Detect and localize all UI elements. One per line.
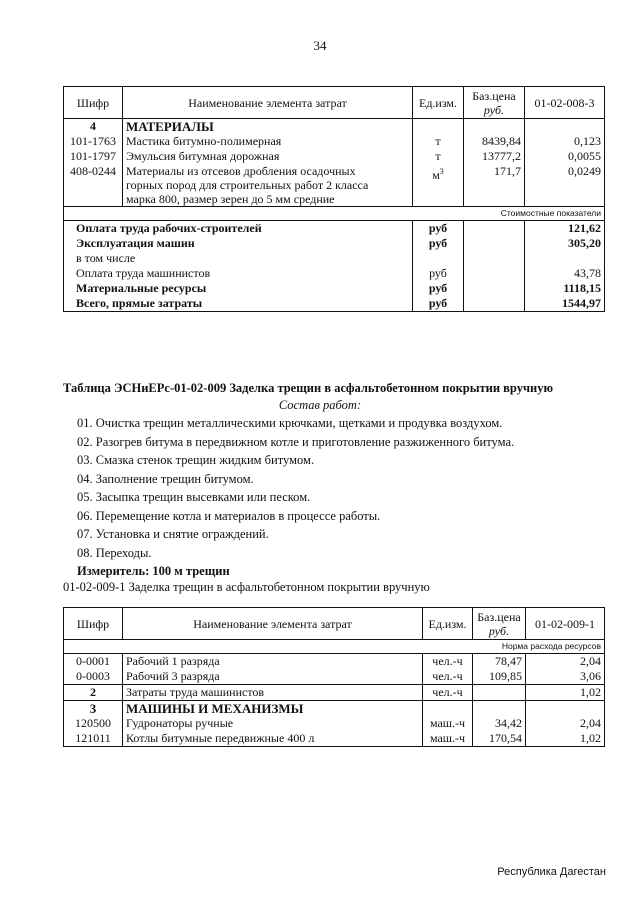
cost-unit: руб [413,221,464,237]
row-name: Гудронаторы ручные [123,716,423,731]
header-price-line2: руб. [483,102,505,117]
cost-value: 121,62 [525,221,605,237]
list-item: 06. Перемещение котла и материалов в процессе работы. [77,508,381,523]
cost-name: Эксплуатация машин [64,236,413,251]
resources-table [63,607,605,747]
section-code: 3 [64,701,123,717]
cost-row [64,266,605,281]
row-price: 34,42 [473,716,526,731]
row-code: 0-0001 [64,654,123,670]
cost-row [64,221,605,237]
section-code: 4 [64,119,123,135]
row-price: 170,54 [473,731,526,747]
header-name: Наименование элемента затрат [123,87,413,119]
row-value: 1,02 [526,731,605,747]
cost-name: Материальные ресурсы [64,281,413,296]
table-row [64,164,605,207]
cost-unit: руб [413,281,464,296]
list-item: 04. Заполнение трещин битумом. [77,471,254,486]
cost-row [64,236,605,251]
cost-name: в том числе [64,251,413,266]
header-unit: Ед.изм. [413,87,464,119]
row-name: Эмульсия битумная дорожная [123,149,413,164]
list-item: 02. Разогрев битума в передвижном котле и приготовление разжиженного битума. [77,434,515,449]
table-row [64,731,605,747]
resource-norm-label: Норма расхода ресурсов [64,640,605,654]
meter-line: Измеритель: 100 м трещин [77,564,230,578]
row-value: 2,04 [526,716,605,731]
table-row [64,716,605,731]
header-norm: 01-02-008-3 [525,87,605,119]
header-code: Шифр [64,608,123,640]
table-row [64,654,605,670]
page-number: 34 [313,38,327,53]
row-value: 0,0249 [525,164,605,207]
header-norm: 01-02-009-1 [526,608,605,640]
header-name: Наименование элемента затрат [123,608,423,640]
cost-value: 305,20 [525,236,605,251]
cost-row [64,281,605,296]
row-name: Рабочий 1 разряда [123,654,423,670]
table-header [64,87,605,119]
header-price [473,608,526,640]
row-unit: чел.-ч [423,669,473,685]
row-name: Рабочий 3 разряда [123,669,423,685]
unit-text: м [432,168,440,182]
row-unit: т [413,134,464,149]
row-name: Котлы битумные передвижные 400 л [123,731,423,747]
list-item: 08. Переходы. [77,545,152,560]
row-price: 13777,2 [464,149,525,164]
row-code: 101-1763 [64,134,123,149]
unit-superscript: 3 [439,167,444,176]
table-header [64,608,605,640]
section-row [64,119,605,135]
cost-unit: руб [413,296,464,312]
section-title: МАТЕРИАЛЫ [123,119,413,135]
row-code: 0-0003 [64,669,123,685]
row-code: 121011 [64,731,123,747]
row-name: Мастика битумно-полимерная [123,134,413,149]
cost-unit: руб [413,236,464,251]
cost-name: Всего, прямые затраты [64,296,413,312]
header-price [464,87,525,119]
header-price-line1: Баз.цена [477,609,521,624]
footer-region: Республика Дагестан [497,866,606,878]
cost-value: 1544,97 [525,296,605,312]
row-price: 171,7 [464,164,525,207]
row-unit: чел.-ч [423,685,473,701]
cost-value: 43,78 [525,266,605,281]
norm-subtitle: 01-02-009-1 Заделка трещин в асфальтобетонном покрытии вручную [63,580,430,594]
row-unit: маш.-ч [423,731,473,747]
row-value: 3,06 [526,669,605,685]
row-price [473,685,526,701]
row-name-line: горных пород для строительных работ 2 класса [126,178,369,192]
row-name-line: марка 800, размер зерен до 5 мм средние [126,192,335,206]
cost-name: Оплата труда машинистов [64,266,413,281]
section-row [64,701,605,717]
list-item: 05. Засыпка трещин высевками или песком. [77,490,311,504]
row-value: 0,123 [525,134,605,149]
row-name-line: Материалы из отсевов дробления осадочных [126,164,356,178]
table-title: Таблица ЭСНиЕРс-01-02-009 Заделка трещин в асфальтобетонном покрытии вручную [63,381,553,395]
cost-row [64,251,605,266]
cost-indicators-label: Стоимостные показатели [64,207,605,221]
row-unit: чел.-ч [423,654,473,670]
materials-table [63,86,605,312]
row-price: 8439,84 [464,134,525,149]
cost-name: Оплата труда рабочих-строителей [64,221,413,237]
row-name: Затраты труда машинистов [123,685,423,701]
table-row [64,149,605,164]
cost-row [64,296,605,312]
list-item: 03. Смазка стенок трещин жидким битумом. [77,453,315,467]
table-row [64,669,605,685]
operations-list [77,414,514,562]
cost-value: 1118,15 [525,281,605,296]
list-item: 01. Очистка трещин металлическими крючками, щетками и продувка воздухом. [77,416,503,430]
row-price: 109,85 [473,669,526,685]
row-value: 0,0055 [525,149,605,164]
row-price: 78,47 [473,654,526,670]
cost-indicators-row [64,207,605,221]
row-name [123,164,413,207]
row-value: 2,04 [526,654,605,670]
table-row [64,134,605,149]
row-unit: т [413,149,464,164]
composition-title: Состав работ: [278,398,362,412]
header-price-line2: руб. [488,623,510,638]
header-price-line1: Баз.цена [472,88,516,103]
list-item: 07. Установка и снятие ограждений. [77,527,269,541]
section-title: МАШИНЫ И МЕХАНИЗМЫ [123,701,423,717]
row-unit [413,164,464,207]
resource-norm-row [64,640,605,654]
row-code: 2 [64,685,123,701]
row-code: 120500 [64,716,123,731]
row-code: 101-1797 [64,149,123,164]
row-value: 1,02 [526,685,605,701]
header-code: Шифр [64,87,123,119]
cost-unit: руб [413,266,464,281]
table-row [64,685,605,701]
header-unit: Ед.изм. [423,608,473,640]
row-code: 408-0244 [64,164,123,207]
row-unit: маш.-ч [423,716,473,731]
